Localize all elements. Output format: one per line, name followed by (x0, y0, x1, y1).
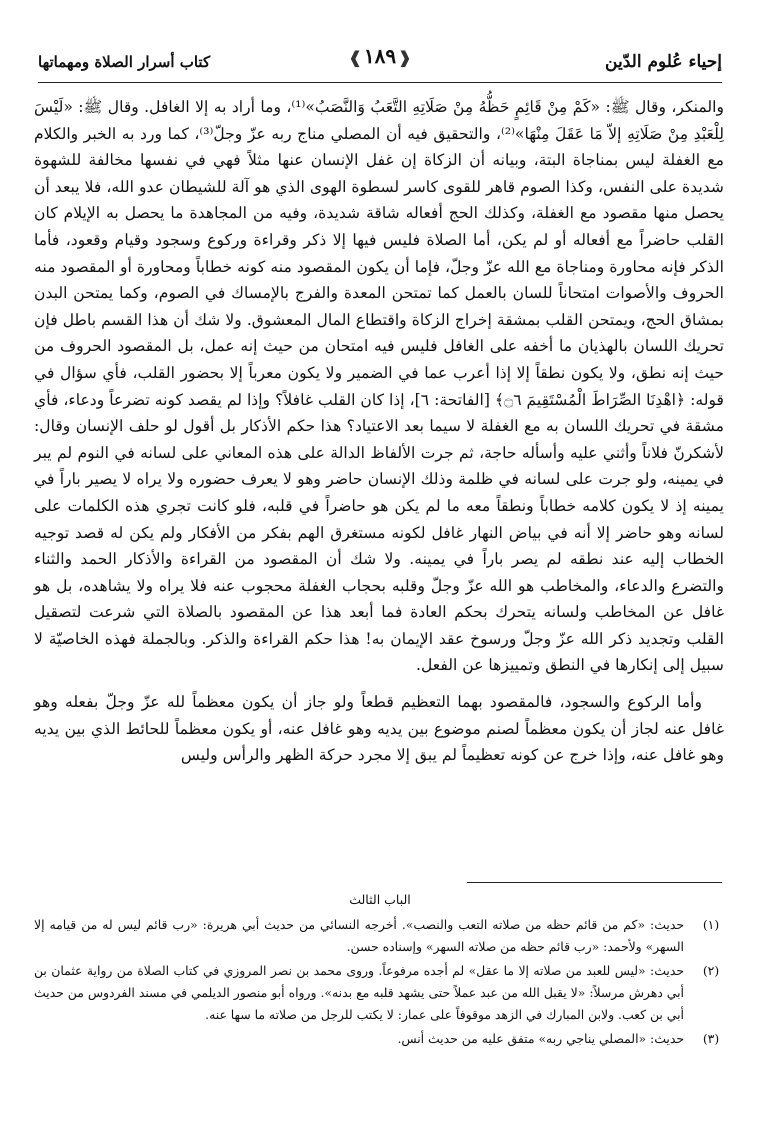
footnote-number: (٣) (702, 1031, 720, 1046)
ornament-right-icon: ❰ (398, 48, 412, 67)
body-paragraph: وأما الركوع والسجود، فالمقصود بهما التعظيم قطعاً ولو جاز أن يكون معظماً لله عزّ وجلّ بفعله وهو غافل عنه لجاز أن يكون معظماً لصنم موضوع بين يديه وهو غافل عنه، أو يكون معظماً للحائط الذي بين يديه وهو غافل عنه، وإذا خرج عن كونه تعظيماً لم يبق إلا مجرد حركة الظهر والرأس وليس (34, 693, 724, 765)
footnote-text: حديث: «كم من قائم حظه من صلاته التعب والنصب». أخرجه النسائي من حديث أبي هريرة: «رب قائم ليس له من قيامه إلا السهر» ولأحمد: «رب قائم حظه من صلاته السهر» وإسناده حسن. (34, 917, 684, 954)
footnotes-chapter-label: الباب الثالث (349, 892, 411, 907)
footnote (34, 960, 724, 1026)
ornament-left-icon: ❱ (348, 48, 362, 67)
chapter-title: كتاب أسرار الصلاة ومهماتها (38, 53, 211, 71)
footnote-text: حديث: «ليس للعبد من صلاته إلا ما عقل» لم أجده مرفوعاً. وروى محمد بن نصر المروزي في كتاب الصلاة من رواية عثمان بن أبي دهرش مرسلاً: «لا يقبل الله من عبد عملاً حتى يشهد قلبه مع بدنه». ورواه أبو منصور الديلمي في مسند الفردوس من حديث أبي بن كعب. ولابن المبارك في الزهد موقوفاً على عمار: لا يكتب للرجل من صلاته ما سها عنه. (34, 963, 684, 1022)
page-number: ١٨٩ (363, 44, 397, 68)
footnote-number: (٢) (702, 963, 720, 978)
footnote-separator (467, 882, 722, 883)
footnote (34, 914, 724, 958)
body-paragraph: والمنكر، وقال ﷺ: «كَمْ مِنْ قَائِمٍ حَظُّهُ مِنْ صَلَاتِهِ التَّعَبُ وَالنَّصَبُ»⁽¹⁾، وما أراد به إلا الغافل. وقال ﷺ: «لَيْسَ لِلْعَبْدِ مِنْ صَلَاتِهِ إلاّ مَا عَقَلَ مِنْهَا»⁽²⁾، والتحقيق فيه أن المصلي مناج ربه عزّ وجلّ⁽³⁾، كما ورد به الخبر والكلام مع الغفلة ليس بمناجاة البتة، وبيانه أن الزكاة إن غفل الإنسان عنها مثلاً فهي في نفسها مخالفة للشهوة شديدة على النفس، وكذا الصوم قاهر للقوى كاسر لسطوة الهوى الذي هو آلة للشيطان عدو الله، فلا يبعد أن يحصل منها مقصود مع الغفلة، وكذلك الحج أفعاله شاقة شديدة، وفيه من المجاهدة ما يحصل به الإيلام كان القلب حاضراً مع أفعاله أو لم يكن، أما الصلاة فليس فيها إلا ذكر وقراءة وركوع وسجود وقيام وقعود، فأما الذكر فإنه محاورة ومناجاة مع الله عزّ وجلّ، فإما أن يكون المقصود منه كونه خطاباً ومحاورة أو المقصود منه الحروف والأصوات امتحاناً للسان بالعمل كما تمتحن المعدة والفرج بالإمساك في الصوم، وكما يمتحن البدن بمشاق الحج، ويمتحن القلب بمشقة إخراج الزكاة واقتطاع المال المعشوق. ولا شك أن هذا القسم باطل فإن تحريك اللسان بالهذيان ما أخفه على الغافل فليس فيه امتحان من حيث إنه عمل، بل المقصود الحروف من حيث إنه نطق، ولا يكون نطقاً إلا إذا أعرب عما في الضمير ولا يكون معرباً إلا بحضور القلب، فأي سؤال في قوله: ﴿اهْدِنَا الصِّرَاطَ الْمُسْتَقِيمَ ۝٦﴾ [الفاتحة: ٦]، إذا كان القلب غافلاً؟ وإذا لم يقصد كونه تضرعاً ودعاء، فأي مشقة في تحريك اللسان به مع الغفلة لا سيما بعد الاعتياد؟ هذا حكم الأذكار بل أقول لو حلف الإنسان وقال: لأشكرنّ فلاناً وأثني عليه وأسأله حاجة، ثم جرت الألفاظ الدالة على هذه المعاني على لسانه في النوم لم يبر في يمينه، ولو جرت على لسانه في ظلمة وذلك الإنسان حاضر وهو لا يعرف حضوره ولا يراه لا يصير باراً في يمينه إذ لا يكون كلامه خطاباً ونطقاً معه ما لم يكن هو حاضراً في قلبه، فلو كانت تجري هذه الكلمات على لسانه وهو حاضر إلا أنه في بياض النهار غافل لكونه مستغرق الهم بفكر من الأفكار ولم يكن له قصد توجيه الخطاب إليه عند نطقه لم يصر باراً في يمينه. ولا شك أن المقصود من القراءة والأذكار الحمد والثناء والتضرع والدعاء، والمخاطب هو الله عزّ وجلّ وقلبه بحجاب الغفلة محجوب عنه فلا يراه ولا يشاهده، بل هو غافل عن المخاطب ولسانه يتحرك بحكم العادة فما أبعد هذا عن المقصود بالصلاة التي شرعت لتصقيل القلب وتجديد ذكر الله عزّ وجلّ ورسوخ عقد الإيمان به! هذا حكم القراءة والذكر. وبالجملة فهذه الخاصيّة لا سبيل إلى إنكارها في النطق وتمييزها عن الفعل. (34, 98, 724, 675)
main-text (34, 94, 724, 769)
page-number-group (346, 44, 413, 68)
footnote-number: (١) (702, 917, 720, 932)
footnote (34, 1028, 724, 1050)
book-title: إحياء عُلوم الدّين (605, 52, 722, 72)
footnotes (34, 914, 724, 1052)
page-header (38, 42, 722, 83)
footnote-text: حديث: «المصلي يناجي ربه» متفق عليه من حديث أنس. (397, 1031, 684, 1046)
